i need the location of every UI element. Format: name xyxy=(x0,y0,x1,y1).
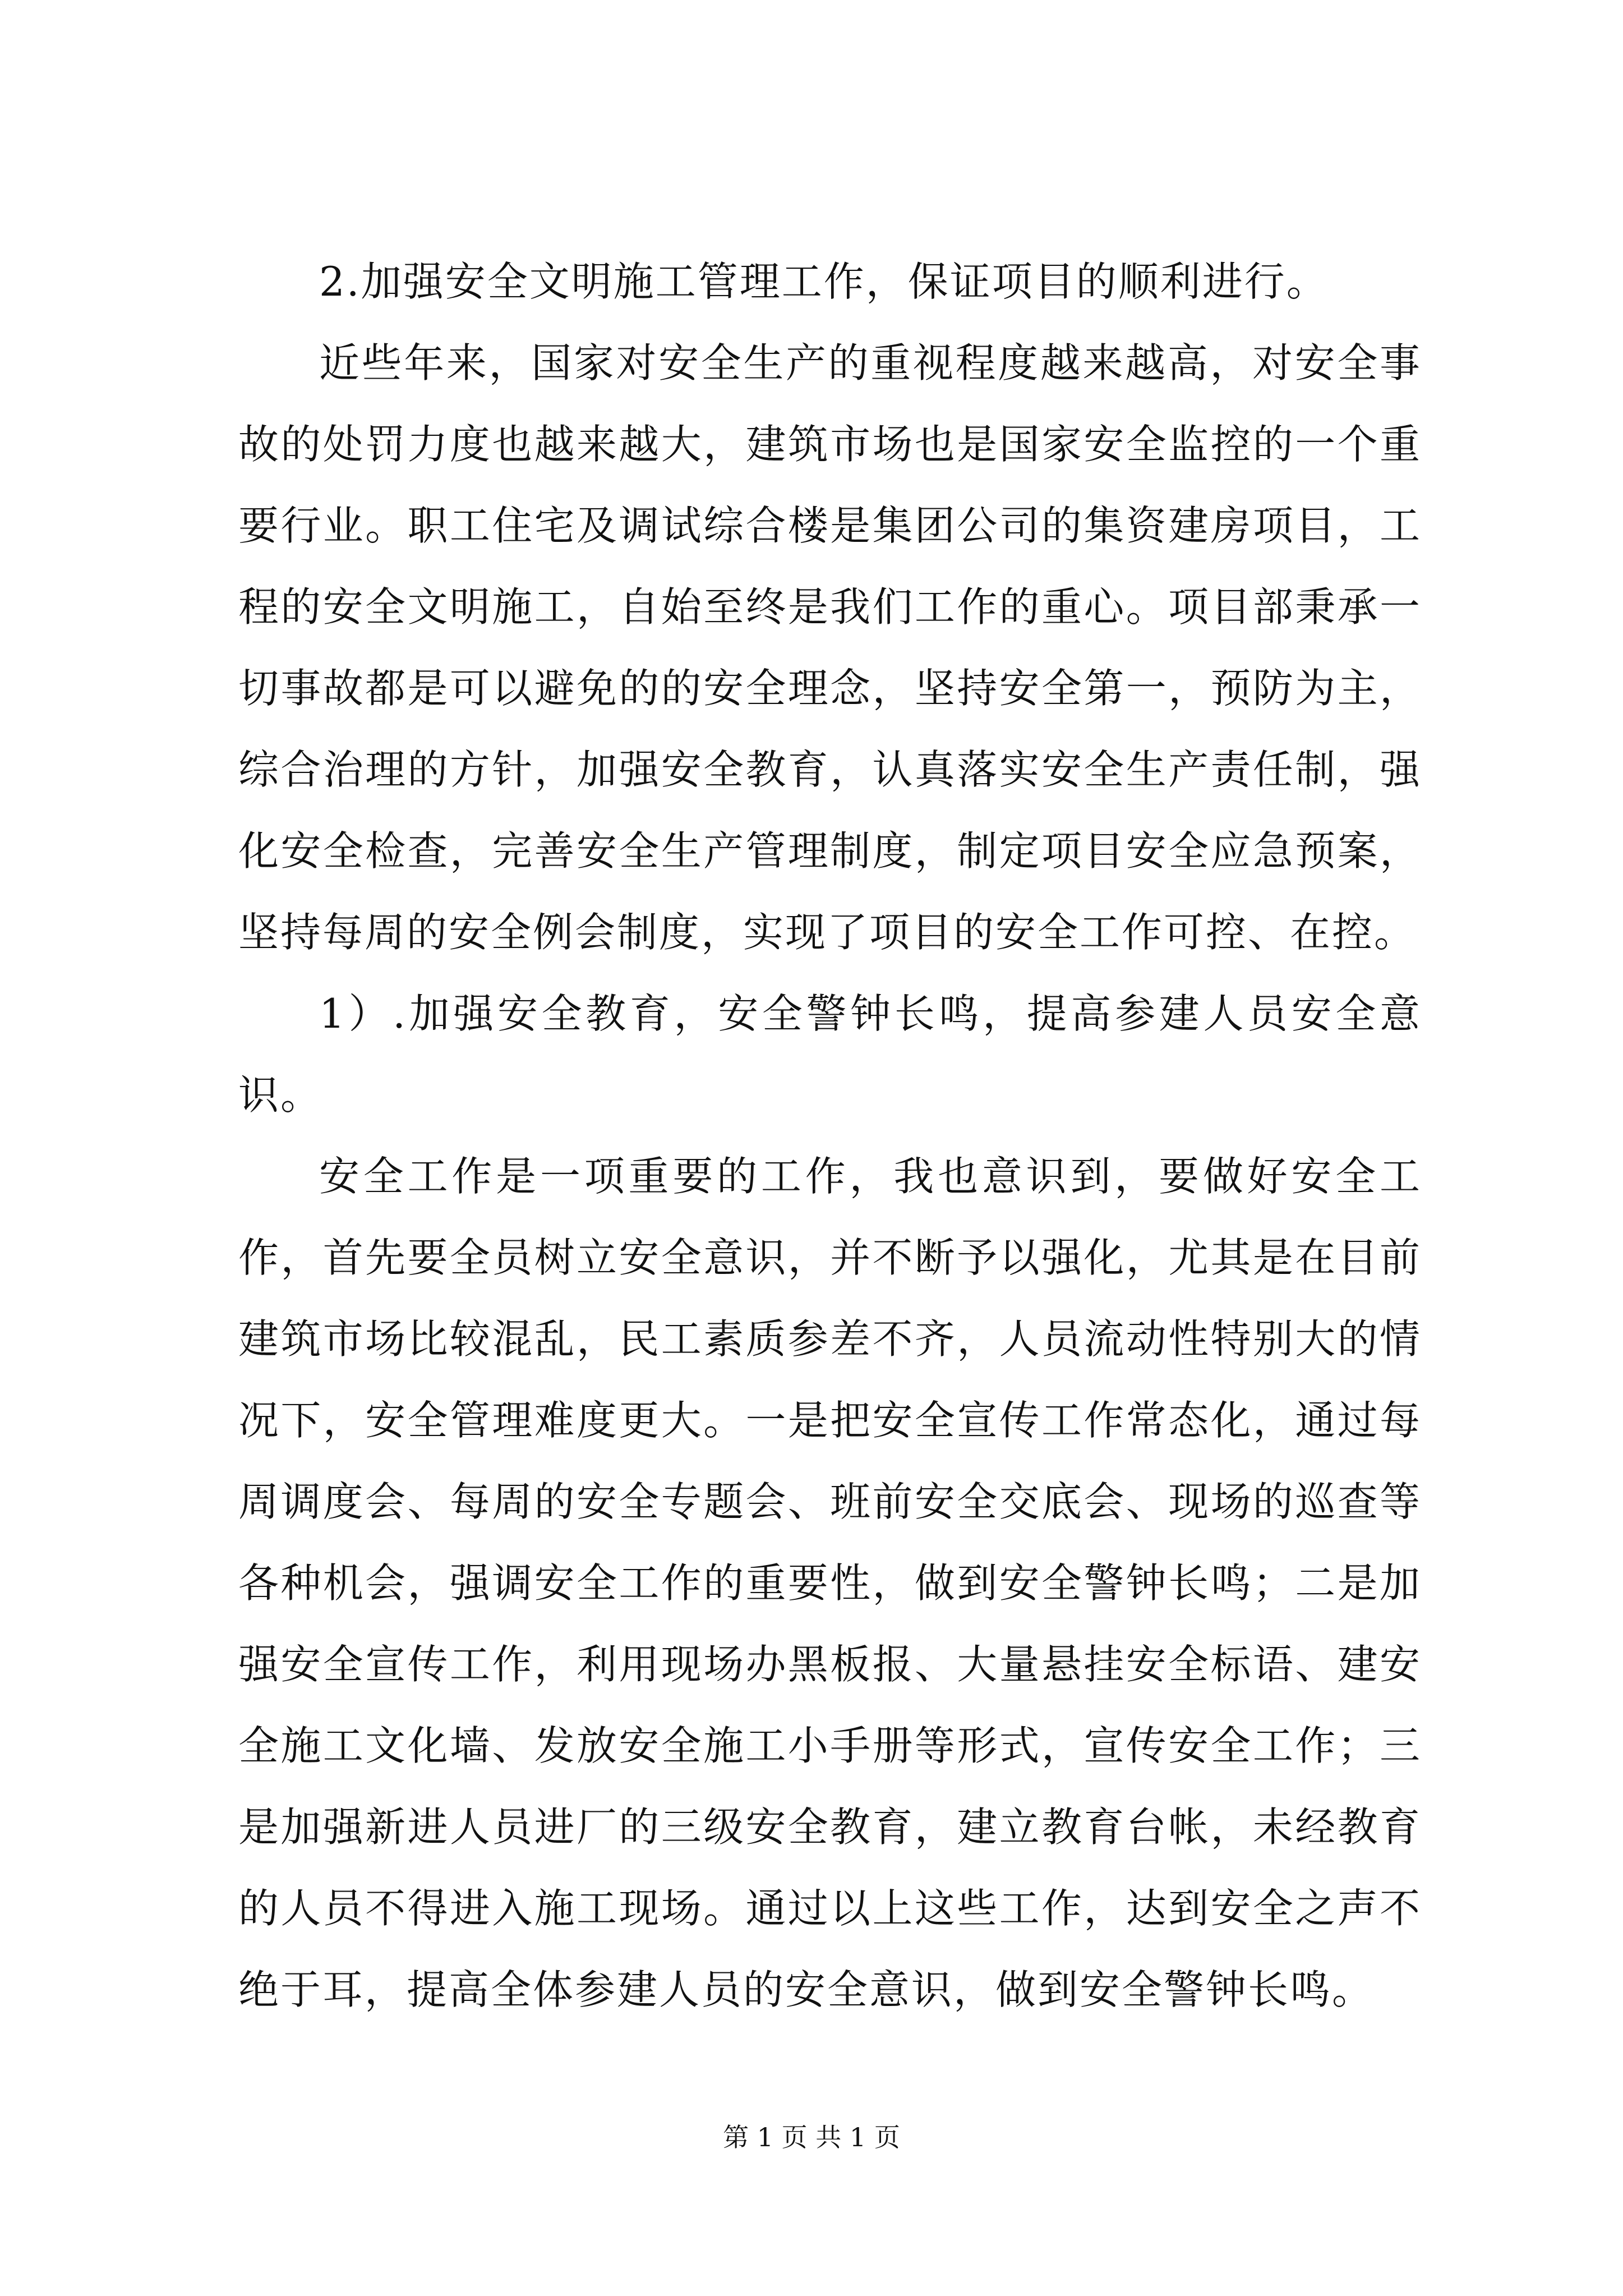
paragraph-safety-overview: 近些年来，国家对安全生产的重视程度越来越高，对安全事故的处罚力度也越来越大，建筑市场也是国家安全监控的一个重要行业。职工住宅及调试综合楼是集团公司的集资建房项目，工程的安全文明施工，自始至终是我们工作的重心。项目部秉承一切事故都是可以避免的的安全理念，坚持安全第一，预防为主，综合治理的方针，加强安全教育，认真落实安全生产责任制，强化安全检查，完善安全生产管理制度，制定项目安全应急预案，坚持每周的安全例会制度，实现了项目的安全工作可控、在控。 xyxy=(238,339,1422,956)
document-body xyxy=(238,241,1422,2031)
page-footer: 第 1 页 共 1 页 xyxy=(723,2122,900,2152)
paragraph-safety-education: 安全工作是一项重要的工作，我也意识到，要做好安全工作，首先要全员树立安全意识，并不断予以强化，尤其是在目前建筑市场比较混乱，民工素质参差不齐，人员流动性特别大的情况下，安全管理难度更大。一是把安全宣传工作常态化，通过每周调度会、每周的安全专题会、班前安全交底会、现场的巡查等各种机会，强调安全工作的重要性，做到安全警钟长鸣；二是加强安全宣传工作，利用现场办黑板报、大量悬挂安全标语、建安全施工文化墙、发放安全施工小手册等形式，宣传安全工作；三是加强新进人员进厂的三级安全教育，建立教育台帐，未经教育的人员不得进入施工现场。通过以上这些工作，达到安全之声不绝于耳，提高全体参建人员的安全意识，做到安全警钟长鸣。 xyxy=(238,1153,1422,2013)
section-heading-2: 2.加强安全文明施工管理工作，保证项目的顺利进行。 xyxy=(319,258,1329,305)
subsection-heading-1: 1）.加强安全教育，安全警钟长鸣，提高参建人员安全意识。 xyxy=(238,990,1422,1119)
